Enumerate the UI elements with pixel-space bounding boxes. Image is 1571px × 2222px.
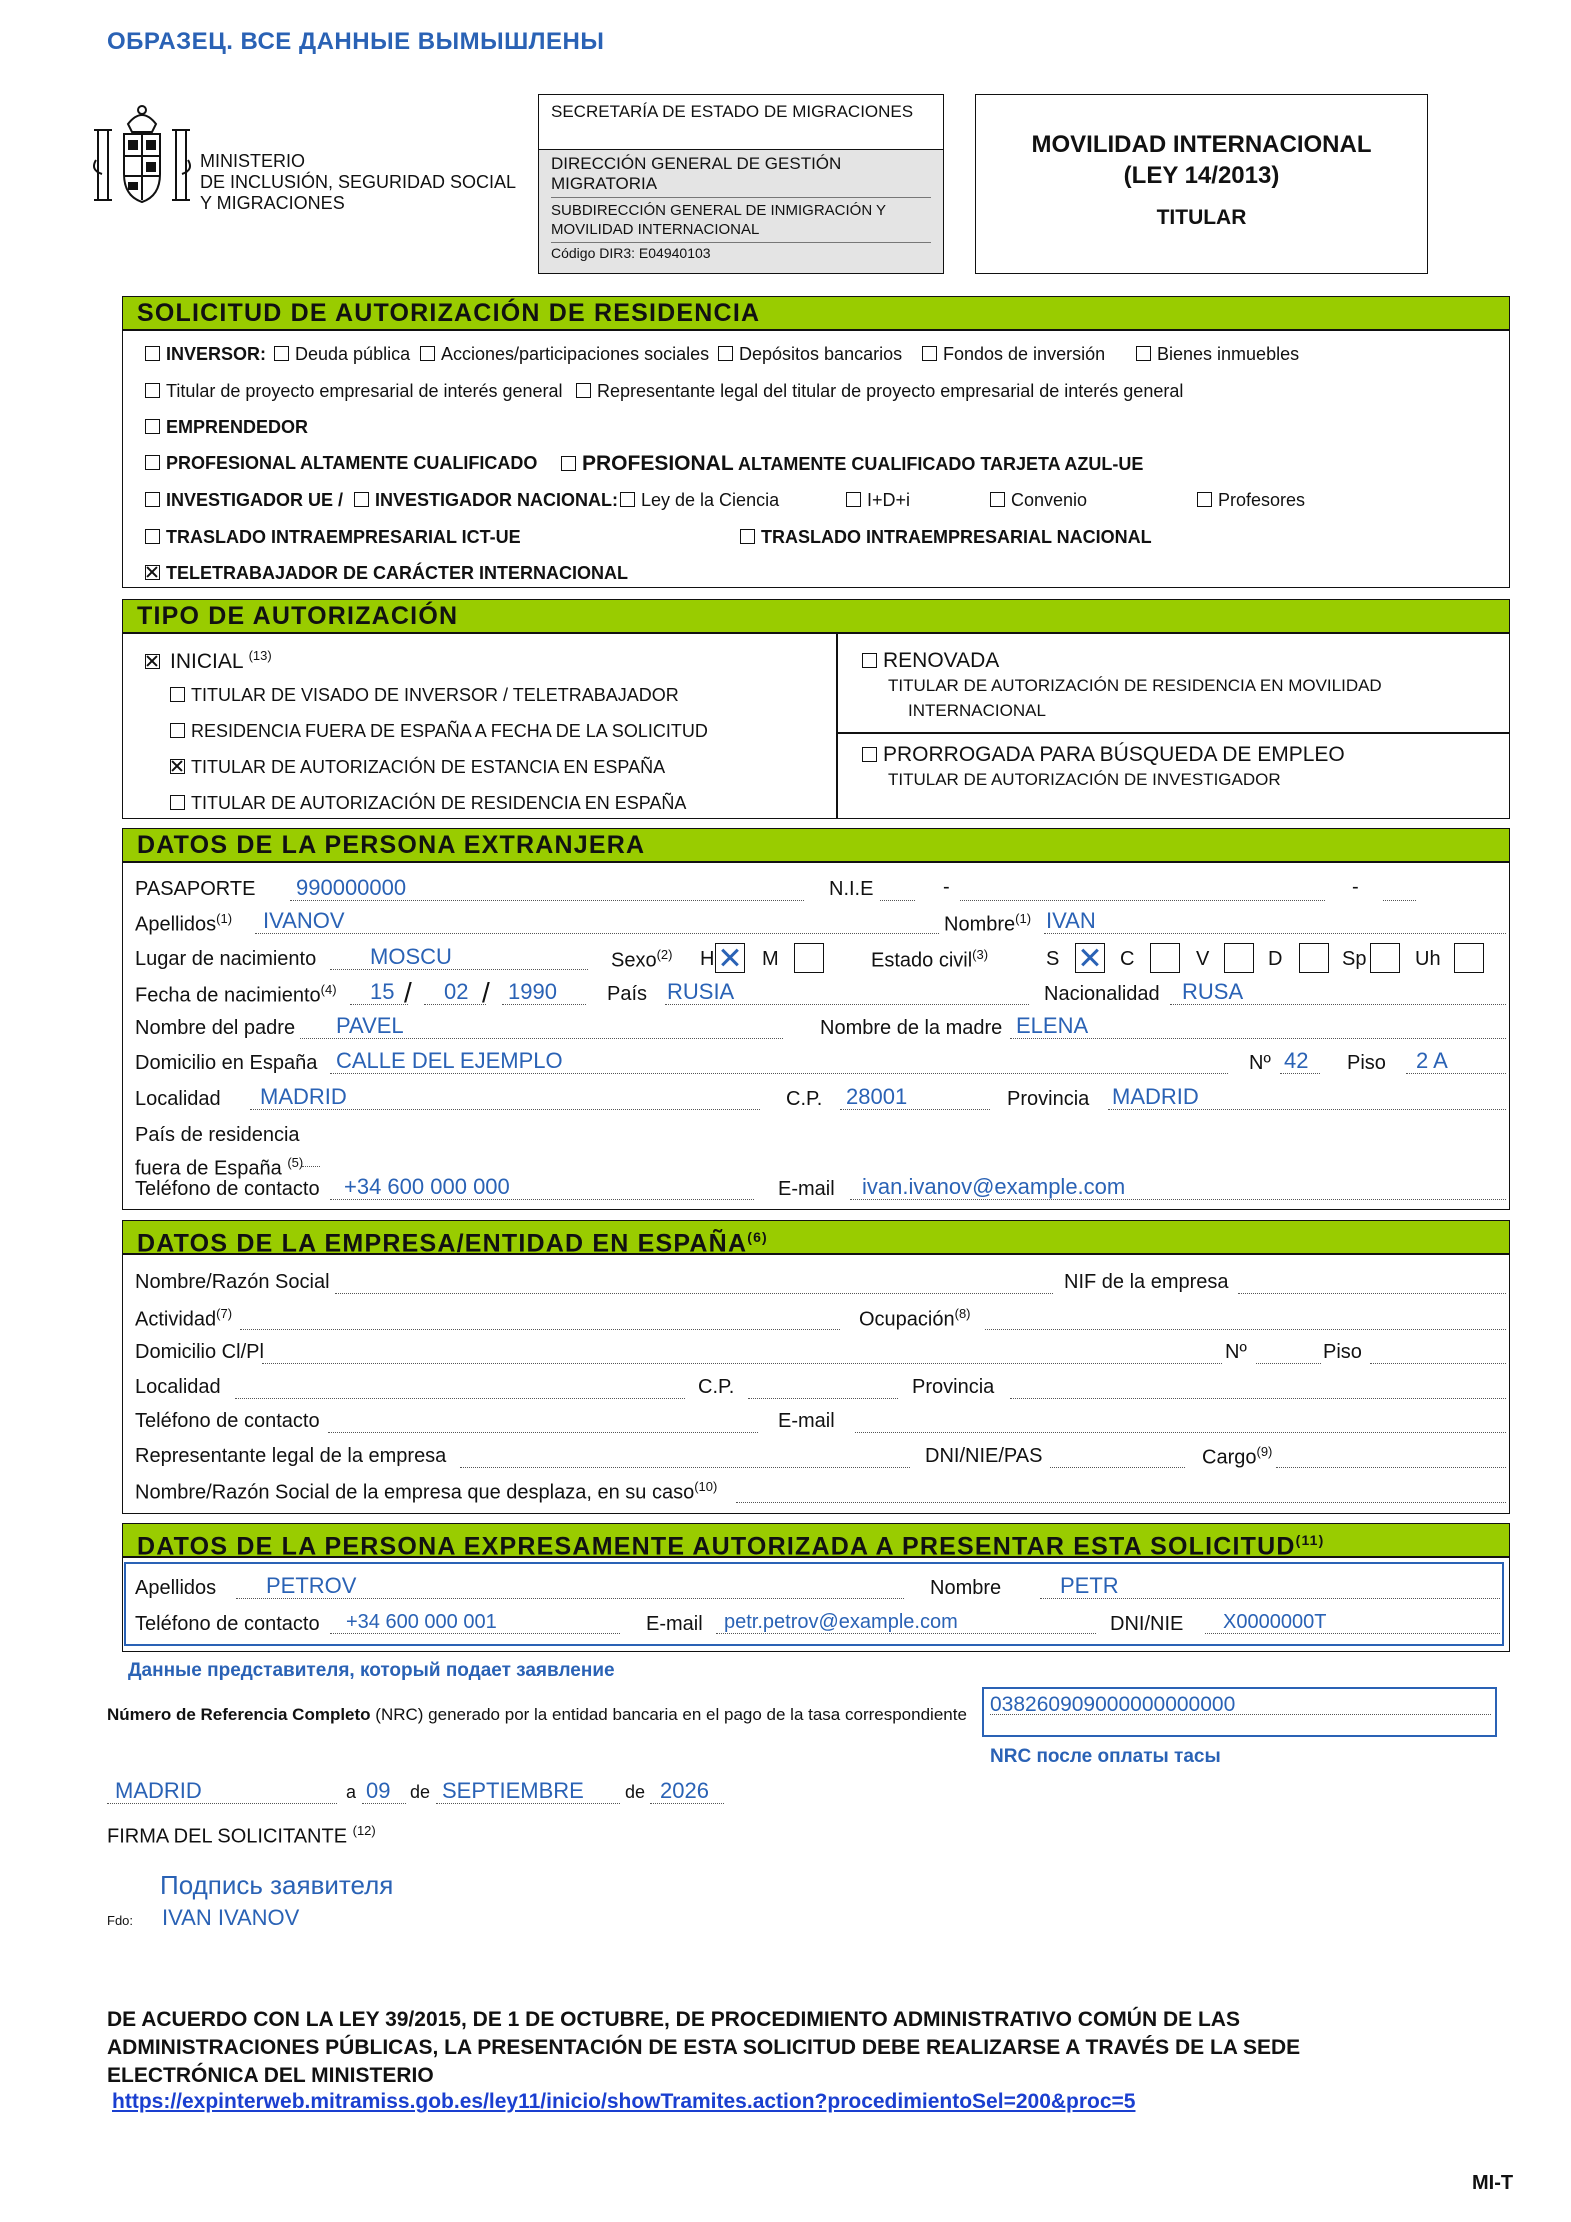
label-pais: País bbox=[607, 983, 648, 1005]
checkbox[interactable] bbox=[990, 492, 1005, 507]
form-title-box: MOVILIDAD INTERNACIONAL (LEY 14/2013) TITULAR bbox=[975, 94, 1428, 274]
field-cp[interactable]: 28001 bbox=[840, 1084, 990, 1110]
department-box: SECRETARÍA DE ESTADO DE MIGRACIONES DIRECCIÓN GENERAL DE GESTIÓN MIGRATORIA SUBDIRECCIÓN GENERAL DE INMIGRACIÓN Y MOVILIDAD INTERNACIONAL Código DIR3: E04940103 bbox=[538, 94, 944, 274]
field-localidad-empresa[interactable] bbox=[235, 1375, 685, 1399]
label-de: de bbox=[410, 1782, 431, 1802]
section-autorizada-header: DATOS DE LA PERSONA EXPRESAMENTE AUTORIZADA A PRESENTAR ESTA SOLICITUD$^{(11)}$ bbox=[122, 1523, 1510, 1557]
checkbox[interactable] bbox=[561, 456, 576, 471]
opt-convenio[interactable]: Convenio bbox=[990, 490, 1087, 512]
opt-prorrogada[interactable]: PRORROGADA PARA BÚSQUEDA DE EMPLEO bbox=[862, 742, 1345, 767]
label-firma: FIRMA DEL SOLICITANTE $^{(12)}$ bbox=[107, 1823, 376, 1848]
label-cp-empresa: C.P. bbox=[698, 1376, 735, 1398]
label-nombre-autorizado: Nombre bbox=[930, 1577, 1002, 1599]
form-code: MI-T bbox=[1472, 2172, 1514, 2194]
opt-profesional-azul[interactable]: PROFESIONAL ALTAMENTE CUALIFICADO TARJETA AZUL-UE bbox=[561, 451, 1143, 476]
row-inversor: INVERSOR: bbox=[145, 344, 266, 366]
label-telefono-autorizado: Teléfono de contacto bbox=[135, 1613, 320, 1635]
label-empresa-desplaza: Nombre/Razón Social de la empresa que desplaza, en su caso$^{(10)}$ bbox=[135, 1479, 718, 1504]
opt-ini-residencia-fuera[interactable]: RESIDENCIA FUERA DE ESPAÑA A FECHA DE LA SOLICITUD bbox=[170, 721, 708, 743]
label-fecha: Fecha de nacimiento$^{(4)}$ bbox=[135, 982, 337, 1007]
label-c: C bbox=[1120, 948, 1135, 970]
field-padre[interactable]: PAVEL bbox=[300, 1013, 783, 1039]
checkbox-estado-s[interactable] bbox=[1075, 943, 1105, 973]
checkbox-estado-d[interactable] bbox=[1299, 943, 1329, 973]
field-lugar-firma[interactable]: MADRID bbox=[107, 1778, 337, 1804]
checkbox[interactable] bbox=[1136, 346, 1151, 361]
section-empresa-header: DATOS DE LA EMPRESA/ENTIDAD EN ESPAÑA$^{(6)}$ bbox=[122, 1220, 1510, 1254]
opt-traslado-ict[interactable]: TRASLADO INTRAEMPRESARIAL ICT-UE bbox=[145, 527, 521, 549]
opt-profesional[interactable]: PROFESIONAL ALTAMENTE CUALIFICADO bbox=[145, 453, 537, 475]
checkbox[interactable] bbox=[862, 653, 877, 668]
label-piso: Piso bbox=[1347, 1052, 1386, 1074]
field-mes[interactable]: 02 bbox=[424, 979, 486, 1005]
field-telefono-empresa[interactable] bbox=[328, 1409, 758, 1433]
opt-titular-proyecto[interactable]: Titular de proyecto empresarial de interés general bbox=[145, 381, 563, 403]
field-anio-firma[interactable]: 2026 bbox=[650, 1778, 724, 1804]
opt-deuda[interactable]: Deuda pública bbox=[274, 344, 410, 366]
label-cargo: Cargo$^{(9)}$ bbox=[1202, 1444, 1273, 1469]
label-ocupacion: Ocupación$^{(8)}$ bbox=[859, 1306, 971, 1331]
prorrogada-desc: TITULAR DE AUTORIZACIÓN DE INVESTIGADOR bbox=[888, 770, 1281, 789]
label-m: M bbox=[762, 948, 779, 970]
field-nif[interactable] bbox=[1238, 1270, 1506, 1294]
checkbox-estado-uh[interactable] bbox=[1454, 943, 1484, 973]
field-dni-autorizado[interactable]: X0000000T bbox=[1205, 1610, 1500, 1634]
label-telefono-empresa: Teléfono de contacto bbox=[135, 1410, 320, 1432]
label-uh: Uh bbox=[1415, 948, 1441, 970]
representative-note: Данные представителя, который подает заявление bbox=[128, 1660, 615, 1681]
opt-traslado-nac[interactable]: TRASLADO INTRAEMPRESARIAL NACIONAL bbox=[740, 527, 1152, 549]
checkbox[interactable] bbox=[170, 723, 185, 738]
label-provincia-empresa: Provincia bbox=[912, 1376, 995, 1398]
legal-notice: DE ACUERDO CON LA LEY 39/2015, DE 1 DE OCTUBRE, DE PROCEDIMIENTO ADMINISTRATIVO COMÚN DE LAS ADMINISTRACIONES PÚBLICAS, LA PRESENTACIÓN DE ESTA SOLICITUD DEBE REALIZARSE A TRAVÉS DE LA SEDE ELECTRÓNICA DEL MINISTERIO bbox=[107, 2008, 1301, 2087]
opt-renovada[interactable]: RENOVADA bbox=[862, 648, 999, 673]
opt-emprendedor[interactable]: EMPRENDEDOR bbox=[145, 417, 308, 439]
label-no-empresa: Nº bbox=[1225, 1341, 1247, 1363]
field-dia[interactable]: 15 bbox=[350, 979, 408, 1005]
checkbox[interactable] bbox=[862, 747, 877, 762]
field-nie-3[interactable] bbox=[1383, 875, 1416, 901]
field-apellidos-autorizado[interactable]: PETROV bbox=[236, 1573, 904, 1599]
field-razon-social[interactable] bbox=[335, 1270, 1053, 1294]
label-localidad: Localidad bbox=[135, 1088, 221, 1110]
field-nie-2[interactable] bbox=[960, 875, 1325, 901]
opt-acciones[interactable]: Acciones/participaciones sociales bbox=[420, 344, 709, 366]
label-nif: NIF de la empresa bbox=[1064, 1271, 1229, 1293]
opt-fondos[interactable]: Fondos de inversión bbox=[922, 344, 1105, 366]
field-ocupacion[interactable] bbox=[985, 1306, 1506, 1330]
field-madre[interactable]: ELENA bbox=[1010, 1013, 1506, 1039]
label-a: a bbox=[346, 1782, 357, 1802]
label-domicilio: Domicilio en España bbox=[135, 1052, 318, 1074]
divider bbox=[836, 732, 1510, 734]
opt-teletrabajador[interactable]: TELETRABAJADOR DE CARÁCTER INTERNACIONAL bbox=[145, 563, 628, 585]
field-mes-firma[interactable]: SEPTIEMBRE bbox=[436, 1778, 620, 1804]
opt-inicial[interactable]: INICIAL $^{(13)}$ bbox=[145, 648, 272, 674]
checkbox-sexo-h[interactable] bbox=[715, 943, 745, 973]
label-de: de bbox=[625, 1782, 646, 1802]
checkbox[interactable] bbox=[620, 492, 635, 507]
label-dni-autorizado: DNI/NIE bbox=[1110, 1613, 1184, 1635]
checkbox[interactable] bbox=[354, 492, 369, 507]
label-razon-social: Nombre/Razón Social bbox=[135, 1271, 330, 1293]
label-email: E-mail bbox=[778, 1178, 835, 1200]
field-domicilio-empresa[interactable] bbox=[262, 1340, 1222, 1364]
field-fdo-name[interactable]: IVAN IVANOV bbox=[162, 1905, 300, 1930]
checkbox-checked[interactable] bbox=[145, 565, 160, 580]
label-no: Nº bbox=[1249, 1052, 1271, 1074]
field-dni-empresa[interactable] bbox=[1050, 1444, 1185, 1468]
field-cargo[interactable] bbox=[1276, 1444, 1506, 1468]
label-domicilio-empresa: Domicilio Cl/Pl bbox=[135, 1341, 264, 1363]
label-apellidos-autorizado: Apellidos bbox=[135, 1577, 217, 1599]
label-lugar: Lugar de nacimiento bbox=[135, 948, 317, 970]
field-email-autorizado[interactable]: petr.petrov@example.com bbox=[716, 1610, 1096, 1634]
label-nacionalidad: Nacionalidad bbox=[1044, 983, 1160, 1005]
nrc-note: NRC после оплаты тасы bbox=[990, 1746, 1221, 1767]
field-nrc[interactable]: 038260909000000000000 bbox=[982, 1687, 1497, 1737]
opt-investigador-nac[interactable]: INVESTIGADOR NACIONAL: bbox=[354, 490, 618, 512]
checkbox[interactable] bbox=[145, 455, 160, 470]
checkbox[interactable] bbox=[1197, 492, 1212, 507]
opt-idi[interactable]: I+D+i bbox=[846, 490, 910, 512]
field-pais-residencia[interactable] bbox=[302, 1145, 320, 1167]
label-dni-empresa: DNI/NIE/PAS bbox=[925, 1445, 1043, 1467]
label-padre: Nombre del padre bbox=[135, 1017, 296, 1039]
label-email-autorizado: E-mail bbox=[646, 1613, 703, 1635]
checkbox-inversor[interactable] bbox=[145, 346, 160, 361]
label-actividad: Actividad$^{(7)}$ bbox=[135, 1306, 233, 1331]
sede-electronica-link[interactable]: https://expinterweb.mitramiss.gob.es/ley11/inicio/showTramites.action?procedimientoSel=200&proc=5 bbox=[112, 2090, 1136, 2113]
signature-placeholder[interactable]: Подпись заявителя bbox=[160, 1870, 394, 1900]
label-email-empresa: E-mail bbox=[778, 1410, 835, 1432]
label-nombre: Nombre$^{(1)}$ bbox=[944, 911, 1032, 936]
opt-profesores[interactable]: Profesores bbox=[1197, 490, 1305, 512]
label-nrc: Número de Referencia Completo (NRC) generado por la entidad bancaria en el pago de la tasa correspondiente bbox=[107, 1705, 967, 1724]
field-anio[interactable]: 1990 bbox=[502, 979, 586, 1005]
field-dia-firma[interactable]: 09 bbox=[362, 1778, 406, 1804]
label-s: S bbox=[1046, 948, 1060, 970]
opt-ini-residencia[interactable]: TITULAR DE AUTORIZACIÓN DE RESIDENCIA EN ESPAÑA bbox=[170, 793, 686, 815]
field-piso[interactable]: 2 A bbox=[1406, 1048, 1506, 1074]
checkbox-checked[interactable] bbox=[145, 654, 160, 669]
label-telefono: Teléfono de contacto bbox=[135, 1178, 320, 1200]
checkbox[interactable] bbox=[145, 529, 160, 544]
opt-inmuebles[interactable]: Bienes inmuebles bbox=[1136, 344, 1299, 366]
label-h: H bbox=[700, 948, 715, 970]
opt-ini-estancia[interactable]: TITULAR DE AUTORIZACIÓN DE ESTANCIA EN ESPAÑA bbox=[170, 757, 665, 779]
label-apellidos: Apellidos$^{(1)}$ bbox=[135, 911, 233, 936]
checkbox[interactable] bbox=[846, 492, 861, 507]
checkbox[interactable] bbox=[170, 687, 185, 702]
checkbox[interactable] bbox=[145, 383, 160, 398]
opt-investigador-ue[interactable]: INVESTIGADOR UE / bbox=[145, 490, 343, 512]
label-localidad-empresa: Localidad bbox=[135, 1376, 221, 1398]
coat-of-arms-logo bbox=[88, 100, 196, 220]
field-pasaporte[interactable]: 990000000 bbox=[290, 875, 804, 901]
renovada-desc: TITULAR DE AUTORIZACIÓN DE RESIDENCIA EN MOVILIDAD INTERNACIONAL bbox=[888, 676, 1382, 720]
field-localidad[interactable]: MADRID bbox=[250, 1084, 760, 1110]
label-pasaporte: PASAPORTE bbox=[135, 878, 256, 900]
field-telefono-autorizado[interactable]: +34 600 000 001 bbox=[330, 1610, 620, 1634]
field-empresa-desplaza[interactable] bbox=[736, 1479, 1506, 1503]
label-piso-empresa: Piso bbox=[1323, 1341, 1362, 1363]
label-sexo: Sexo$^{(2)}$ bbox=[611, 947, 673, 972]
label-cp: C.P. bbox=[786, 1088, 823, 1110]
checkbox[interactable] bbox=[145, 492, 160, 507]
field-nie-1[interactable] bbox=[880, 875, 915, 901]
opt-ini-visado[interactable]: TITULAR DE VISADO DE INVERSOR / TELETRABAJADOR bbox=[170, 685, 679, 707]
checkbox[interactable] bbox=[922, 346, 937, 361]
field-actividad[interactable] bbox=[240, 1306, 840, 1330]
label-sp: Sp bbox=[1342, 948, 1367, 970]
field-provincia-empresa[interactable] bbox=[1010, 1375, 1506, 1399]
ministry-name: MINISTERIO DE INCLUSIÓN, SEGURIDAD SOCIAL Y MIGRACIONES bbox=[200, 151, 517, 213]
section-persona-header: DATOS DE LA PERSONA EXTRANJERA bbox=[122, 828, 1510, 862]
opt-ley-ciencia[interactable]: Ley de la Ciencia bbox=[620, 490, 779, 512]
checkbox-estado-v[interactable] bbox=[1224, 943, 1254, 973]
checkbox[interactable] bbox=[576, 383, 591, 398]
checkbox[interactable] bbox=[274, 346, 289, 361]
sample-watermark: ОБРАЗЕЦ. ВСЕ ДАННЫЕ ВЫМЫШЛЕНЫ bbox=[107, 28, 605, 55]
label-representante: Representante legal de la empresa bbox=[135, 1445, 447, 1467]
section-solicitud-header: SOLICITUD DE AUTORIZACIÓN DE RESIDENCIA bbox=[122, 296, 1510, 330]
field-apellidos[interactable]: IVANOV bbox=[255, 908, 939, 934]
field-piso-empresa[interactable] bbox=[1370, 1340, 1506, 1364]
label-pais-residencia: País de residencia fuera de España $^{(5)}$ bbox=[135, 1124, 304, 1180]
opt-representante-proyecto[interactable]: Representante legal del titular de proyecto empresarial de interés general bbox=[576, 381, 1183, 403]
field-pais[interactable]: RUSIA bbox=[665, 979, 1029, 1005]
field-email[interactable]: ivan.ivanov@example.com bbox=[850, 1174, 1506, 1200]
field-nombre-autorizado[interactable]: PETR bbox=[1040, 1573, 1500, 1599]
checkbox[interactable] bbox=[740, 529, 755, 544]
checkbox[interactable] bbox=[170, 795, 185, 810]
checkbox-checked[interactable] bbox=[170, 759, 185, 774]
checkbox[interactable] bbox=[145, 419, 160, 434]
section-tipo-header: TIPO DE AUTORIZACIÓN bbox=[122, 599, 1510, 633]
label-estado: Estado civil$^{(3)}$ bbox=[871, 947, 989, 972]
field-no[interactable]: 42 bbox=[1280, 1048, 1320, 1074]
field-domicilio[interactable]: CALLE DEL EJEMPLO bbox=[330, 1048, 1228, 1074]
checkbox-sexo-m[interactable] bbox=[794, 943, 824, 973]
checkbox-estado-sp[interactable] bbox=[1370, 943, 1400, 973]
label-provincia: Provincia bbox=[1007, 1088, 1090, 1110]
checkbox-estado-c[interactable] bbox=[1150, 943, 1180, 973]
label-nie: N.I.E bbox=[829, 878, 874, 900]
field-no-empresa[interactable] bbox=[1256, 1340, 1321, 1364]
checkbox[interactable] bbox=[718, 346, 733, 361]
label-v: V bbox=[1196, 948, 1210, 970]
label-madre: Nombre de la madre bbox=[820, 1017, 1003, 1039]
field-cp-empresa[interactable] bbox=[748, 1375, 898, 1399]
field-representante[interactable] bbox=[460, 1444, 910, 1468]
label-d: D bbox=[1268, 948, 1283, 970]
field-nombre[interactable]: IVAN bbox=[1044, 908, 1506, 934]
checkbox[interactable] bbox=[420, 346, 435, 361]
field-email-empresa[interactable] bbox=[855, 1409, 1506, 1433]
divider bbox=[836, 633, 838, 819]
field-telefono[interactable]: +34 600 000 000 bbox=[330, 1174, 754, 1200]
field-provincia[interactable]: MADRID bbox=[1108, 1084, 1506, 1110]
field-nacionalidad[interactable]: RUSA bbox=[1170, 979, 1506, 1005]
field-lugar[interactable]: MOSCU bbox=[330, 944, 588, 970]
label-fdo: Fdo: bbox=[107, 1913, 134, 1928]
opt-depositos[interactable]: Depósitos bancarios bbox=[718, 344, 902, 366]
